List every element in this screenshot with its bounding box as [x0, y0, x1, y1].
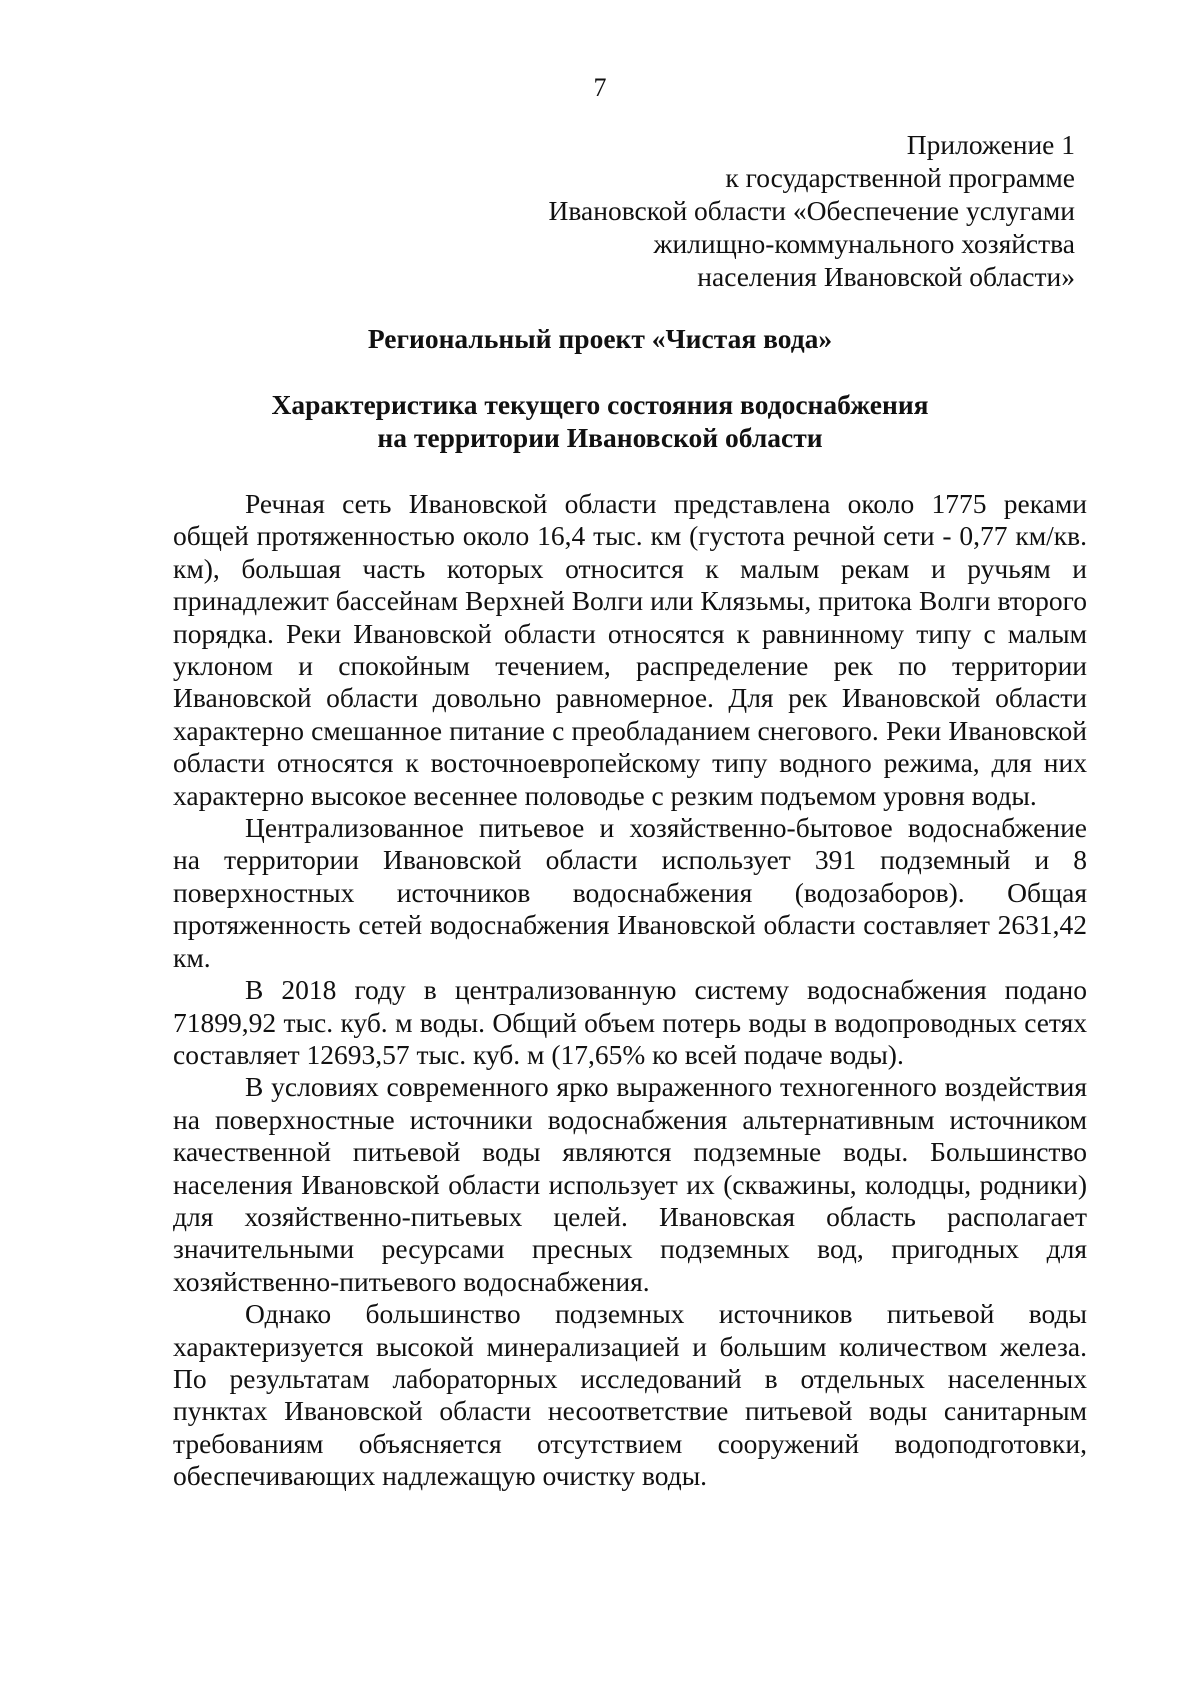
paragraph: В условиях современного ярко выраженного техногенного воздействия на поверхностные источники водоснабжения альтернативным источником качественной питьевой воды являются подземные воды. Большинство населения Ивановской области использует их (скважины, колодцы, родники) для хозяйственно-питьевых целей. Ивановская область располагает значительными ресурсами пресных подземных вод, пригодных для хозяйственно-питьевого водоснабжения.	[173, 1071, 1087, 1297]
appendix-line: к государственной программе	[725, 162, 1075, 193]
appendix-block	[375, 128, 1075, 293]
paragraph: Однако большинство подземных источников питьевой воды характеризуется высокой минерализацией и большим количеством железа. По результатам лабораторных исследований в отдельных населенных пунктах Ивановской области несоответствие питьевой воды санитарным требованиям объясняется отсутствием сооружений водоподготовки, обеспечивающих надлежащую очистку воды.	[173, 1298, 1087, 1492]
project-title: Региональный проект «Чистая вода»	[367, 323, 833, 354]
paragraph: Речная сеть Ивановской области представлена около 1775 реками общей протяженностью около 16,4 тыс. км (густота речной сети - 0,77 км/кв. км), большая часть которых относится к малым рекам и ручьям и принадлежит бассейнам Верхней Волги или Клязьмы, притока Волги второго порядка. Реки Ивановской области относятся к равнинному типу с малым уклоном и спокойным течением, распределение рек по территории Ивановской области довольно равномерное. Для рек Ивановской области характерно смешанное питание с преобладанием снегового. Реки Ивановской области относятся к восточноевропейскому типу водного режима, для них характерно высокое весеннее половодье с резким подъемом уровня воды.	[173, 488, 1087, 811]
appendix-line: Ивановской области «Обеспечение услугами	[548, 195, 1075, 226]
paragraph: В 2018 году в централизованную систему водоснабжения подано 71899,92 тыс. куб. м воды. Общий объем потерь воды в водопроводных сетях составляет 12693,57 тыс. куб. м (17,65% ко всей подаче воды).	[173, 974, 1087, 1070]
section-title-line: на территории Ивановской области	[377, 422, 823, 453]
paragraph: Централизованное питьевое и хозяйственно-бытовое водоснабжение на территории Ивановской области использует 391 подземный и 8 поверхностных источников водоснабжения (водозаборов). Общая протяженность сетей водоснабжения Ивановской области составляет 2631,42 км.	[173, 812, 1087, 973]
section-title-line: Характеристика текущего состояния водоснабжения	[271, 389, 929, 420]
appendix-line: жилищно-коммунального хозяйства	[653, 228, 1075, 259]
body-text	[173, 488, 1087, 1493]
section-title	[0, 388, 1200, 454]
appendix-line: Приложение 1	[906, 129, 1075, 160]
appendix-line: населения Ивановской области»	[697, 261, 1075, 292]
page-number: 7	[593, 73, 607, 102]
